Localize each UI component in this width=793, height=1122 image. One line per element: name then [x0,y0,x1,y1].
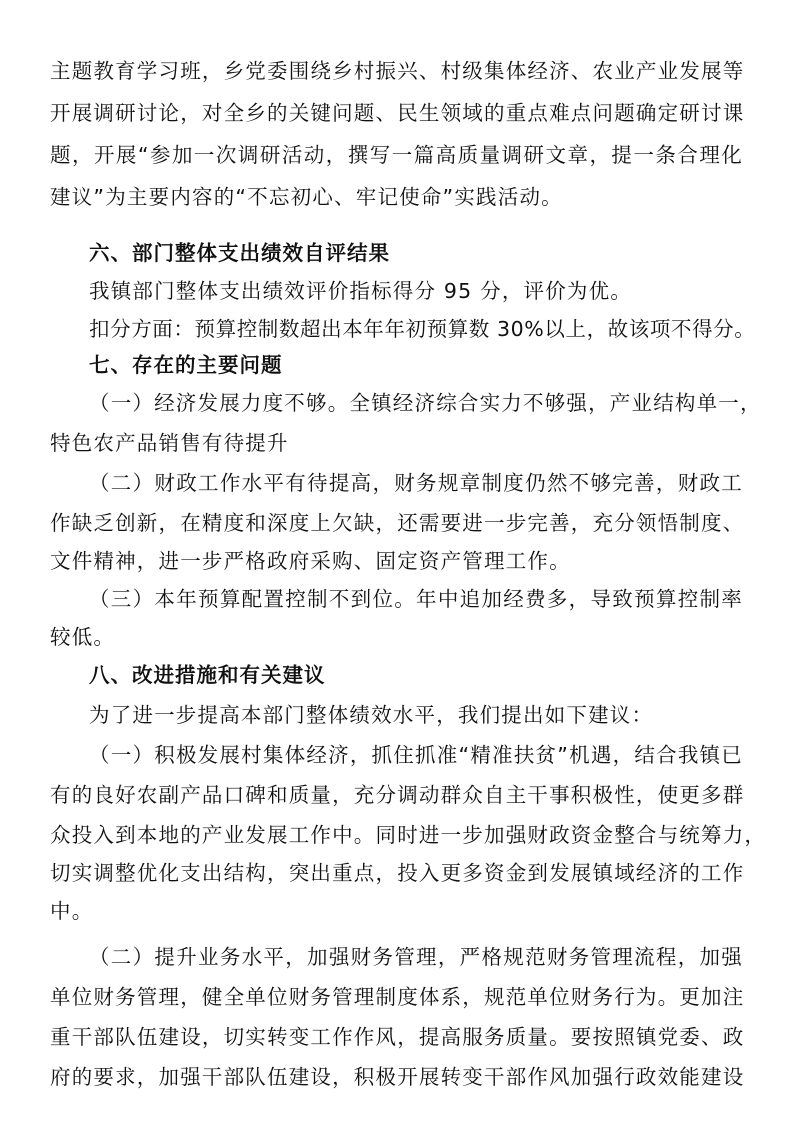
paragraph-line: 主题教育学习班，乡党委围绕乡村振兴、村级集体经济、农业产业发展等 [50,59,745,83]
paragraph-line: 建议”为主要内容的“不忘初心、牢记使命”实践活动。 [50,185,563,209]
paragraph-line: 中。 [50,899,94,923]
paragraph-line: 特色农产品销售有待提升 [50,431,289,455]
paragraph-line: 切实调整优化支出结构，突出重点，投入更多资金到发展镇域经济的工作 [50,861,745,885]
paragraph-line: 单位财务管理，健全单位财务管理制度体系，规范单位财务行为。更加注 [50,985,745,1009]
paragraph-line: （三）本年预算配置控制不到位。年中追加经费多，导致预算控制率 [89,587,743,611]
paragraph-line: 较低。 [50,625,116,649]
paragraph-line: 题，开展“参加一次调研活动，撰写一篇高质量调研文章，提一条合理化 [50,143,743,167]
section-heading: 七、存在的主要问题 [89,353,283,377]
paragraph-line: 为了进一步提高本部门整体绩效水平，我们提出如下建议： [89,703,654,727]
paragraph-line: 有的良好农副产品口碑和质量，充分调动群众自主干事积极性，使更多群 [50,783,745,807]
paragraph-line: 重干部队伍建设，切实转变工作作风，提高服务质量。要按照镇党委、政 [50,1025,745,1049]
paragraph-line: 我镇部门整体支出绩效评价指标得分 95 分，评价为优。 [89,279,633,303]
paragraph-line: （一）经济发展力度不够。全镇经济综合实力不够强，产业结构单一， [89,391,762,415]
paragraph-line: 作缺乏创新，在精度和深度上欠缺，还需要进一步完善，充分领悟制度、 [50,511,745,535]
section-heading: 六、部门整体支出绩效自评结果 [89,241,390,265]
paragraph-line: 扣分方面：预算控制数超出本年年初预算数 30%以上，故该项不得分。 [89,317,756,341]
paragraph-line: 开展调研讨论，对全乡的关键问题、民生领域的重点难点问题确定研讨课 [50,101,745,125]
paragraph-line: 府的要求，加强干部队伍建设，积极开展转变干部作风加强行政效能建设 [50,1065,745,1089]
paragraph-line: 众投入到本地的产业发展工作中。同时进一步加强财政资金整合与统筹力， [50,823,767,847]
paragraph-line: （一）积极发展村集体经济，抓住抓准“精准扶贫”机遇，结合我镇已 [89,743,743,767]
paragraph-line: （二）提升业务水平，加强财务管理，严格规范财务管理流程，加强 [89,945,743,969]
paragraph-line: （二）财政工作水平有待提高，财务规章制度仍然不够完善，财政工 [89,471,743,495]
paragraph-line: 文件精神，进一步严格政府采购、固定资产管理工作。 [50,549,571,573]
section-heading: 八、改进措施和有关建议 [89,663,326,687]
